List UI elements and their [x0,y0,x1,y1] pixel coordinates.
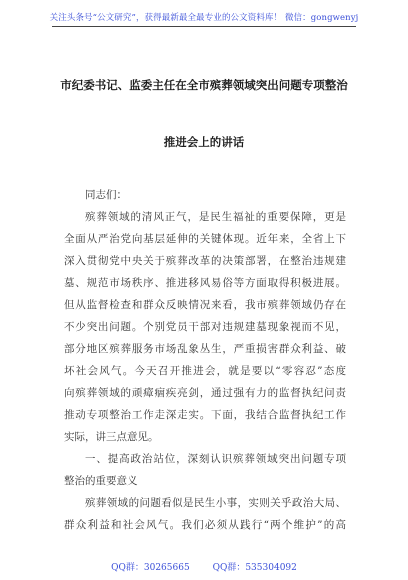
document-title-line-2: 推进会上的讲话 [163,135,245,149]
body-line: 不少突出问题。个别党员干部对违规建墓现象视而不见， [64,321,346,333]
body-line: 深入贯彻党中央关于殡葬改革的决策部署，在整治违规建 [64,255,346,267]
body-line: 但从监督检查和群众反映情况来看，我市殡葬领域仍存在 [64,299,346,311]
body-line: 殡葬领域的清风正气，是民生福祉的重要保障，更是 [85,211,346,223]
body-line: 同志们： [85,189,127,201]
footer-qq-group-1: QQ群：30265665 [111,563,190,573]
body-line: 群众利益和社会风气。我们必须从践行“两个维护”的高 [64,519,346,531]
body-line: 殡葬领域的问题看似是民生小事，实则关乎政治大局、 [85,497,346,509]
body-line: 推动专项整治工作走深走实。下面，我结合监督执纪工作 [64,409,346,421]
header-note: 关注头条号“公文研究”，获得最新最全最专业的公文资料库！ 微信：gongwenyj [49,13,359,23]
header-divider [52,26,356,27]
body-line: 全面从严治党向基层延伸的关键体现。近年来，全省上下 [64,233,346,245]
body-line: 部分地区殡葬服务市场乱象丛生，严重损害群众利益、破 [64,343,346,355]
footer-contact [0,560,408,573]
document-title-line-1: 市纪委书记、监委主任在全市殡葬领域突出问题专项整治 [60,78,348,92]
document-body [64,184,346,536]
body-line: 坏社会风气。今天召开推进会，就是要以“零容忍”态度 [64,365,346,377]
body-line: 墓、规范市场秩序、推进移风易俗等方面取得积极进展。 [64,277,346,289]
body-line: 向殡葬领域的顽瘴痼疾亮剑，通过强有力的监督执纪问责 [64,387,346,399]
body-line: 实际，讲三点意见。 [64,431,159,443]
footer-qq-group-2: QQ群：535304092 [212,563,297,573]
section-heading-line: 整治的重要意义 [64,475,138,487]
section-heading-line: 一、提高政治站位，深刻认识殡葬领域突出问题专项 [85,453,346,465]
